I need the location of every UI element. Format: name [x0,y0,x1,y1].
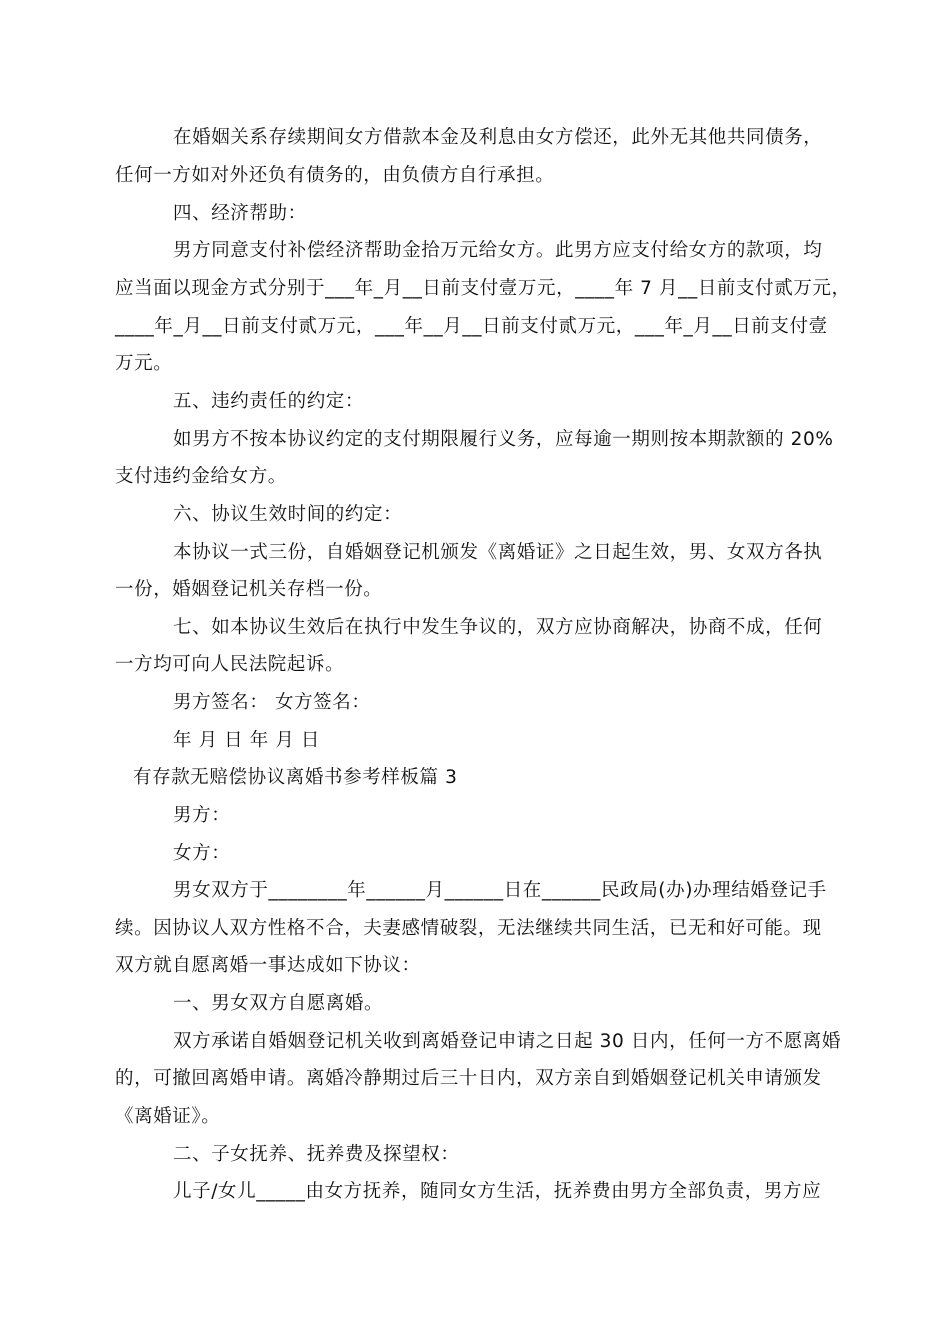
paragraph-line: 男女双方于________年______月______日在______民政局(办)办理结婚登记手 [173,880,827,901]
paragraph-line: 任何一方如对外还负有债务的，由负债方自行承担。 [115,165,555,186]
section-heading-1: 一、男女双方自愿离婚。 [173,993,384,1014]
paragraph-line: 如男方不按本协议约定的支付期限履行义务，应每逾一期则按本期款额的 20% [173,429,834,450]
paragraph-line: 续。因协议人双方性格不合，夫妻感情破裂，无法继续共同生活，已无和好可能。现 [115,918,822,939]
female-party-label: 女方： [173,843,231,864]
section-heading-6: 六、协议生效时间的约定： [173,504,403,525]
date-line: 年 月 日 年 月 日 [173,730,321,751]
paragraph-line: 支付违约金给女方。 [115,466,287,487]
document-title: 有存款无赔偿协议离婚书参考样板篇 3 [133,767,458,788]
section-heading-2: 二、子女抚养、抚养费及探望权： [173,1144,460,1165]
paragraph-line: 一方均可向人民法院起诉。 [115,654,345,675]
paragraph-line: 《离婚证》。 [115,1106,221,1127]
paragraph-line: 一份，婚姻登记机关存档一份。 [115,579,383,600]
male-party-label: 男方： [173,805,231,826]
signature-line: 男方签名： 女方签名： [173,692,371,713]
paragraph-line: 双方就自愿离婚一事达成如下协议： [115,955,421,976]
paragraph-line: 万元。 [115,353,173,374]
paragraph-line: 在婚姻关系存续期间女方借款本金及利息由女方偿还，此外无其他共同债务， [173,127,823,148]
paragraph-line: 儿子/女儿_____由女方抚养，随同女方生活，抚养费由男方全部负责，男方应 [173,1181,822,1202]
paragraph-line: 的，可撤回离婚申请。离婚冷静期过后三十日内，双方亲自到婚姻登记机关申请颁发 [115,1068,822,1089]
paragraph-line: 应当面以现金方式分别于___年_月__日前支付壹万元，____年 7 月__日前支付贰万元， [115,278,851,299]
paragraph-line: 双方承诺自婚姻登记机关收到离婚登记申请之日起 30 日内，任何一方不愿离婚 [173,1031,842,1052]
paragraph-line: 男方同意支付补偿经济帮助金拾万元给女方。此男方应支付给女方的款项，均 [173,240,823,261]
paragraph-line: ____年_月__日前支付贰万元，___年__月__日前支付贰万元，___年_月__日前支付壹 [115,316,828,337]
section-heading-7: 七、如本协议生效后在执行中发生争议的，双方应协商解决，协商不成，任何 [173,617,823,638]
section-heading-5: 五、违约责任的约定： [173,391,365,412]
paragraph-line: 本协议一式三份，自婚姻登记机颁发《离婚证》之日起生效，男、女双方各执 [173,542,823,563]
section-heading-4: 四、经济帮助： [173,203,307,224]
